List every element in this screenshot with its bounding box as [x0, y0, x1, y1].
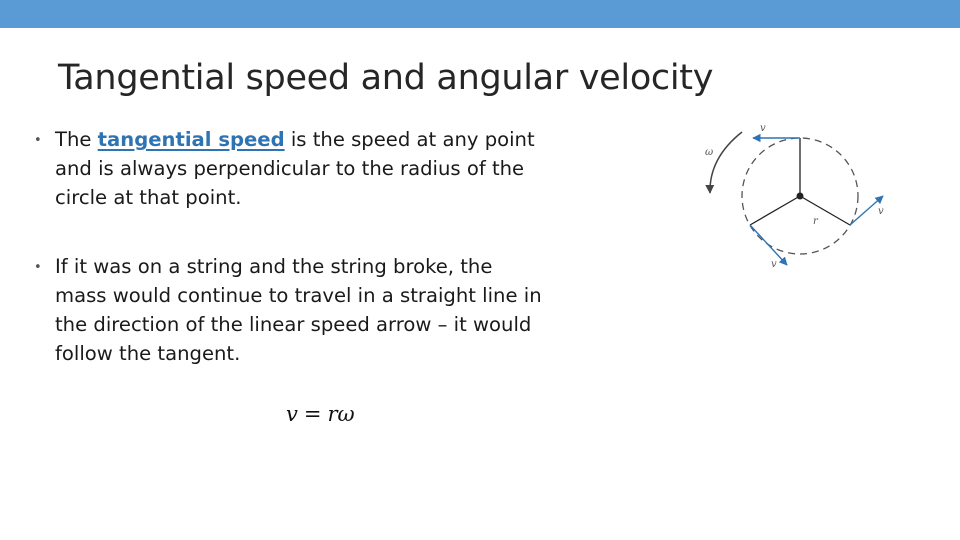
velocity-label-right: v	[878, 206, 884, 217]
bullet-marker: •	[34, 133, 42, 148]
velocity-arrow-bottom	[750, 225, 787, 265]
bullet-marker: •	[34, 260, 42, 275]
formula-rhs: rω	[327, 402, 355, 426]
bullet-string-broke	[34, 252, 615, 368]
bullet-line: and is always perpendicular to the radius of the	[55, 157, 525, 180]
bullet-line: If it was on a string and the string broke, the	[55, 255, 493, 278]
bullet-line: the direction of the linear speed arrow – it would	[55, 313, 532, 336]
formula-lhs: v	[286, 402, 298, 426]
formula-v-equals-r-omega	[286, 402, 355, 426]
text-run: The	[55, 128, 98, 151]
velocity-label-bottom: v	[771, 259, 777, 270]
top-accent-bar	[0, 0, 960, 28]
formula-equals: =	[303, 402, 322, 426]
tangential-speed-link[interactable]: tangential speed	[97, 128, 285, 151]
circular-motion-diagram	[695, 118, 900, 278]
bullet-line: follow the tangent.	[55, 342, 241, 365]
omega-label: ω	[705, 147, 714, 158]
radius-spoke-right	[800, 196, 850, 225]
bullet-line: mass would continue to travel in a straight line in	[55, 284, 542, 307]
bullet-line: circle at that point.	[55, 186, 242, 209]
radius-spoke-left	[750, 196, 800, 225]
text-run: is the speed at any point	[284, 128, 535, 151]
slide-title: Tangential speed and angular velocity	[58, 58, 714, 98]
bullet-tangential-speed	[34, 125, 615, 212]
bullet-line	[55, 125, 615, 154]
radius-label: r	[813, 216, 818, 227]
angular-velocity-arrow	[710, 132, 742, 193]
velocity-label-top: v	[760, 123, 766, 134]
